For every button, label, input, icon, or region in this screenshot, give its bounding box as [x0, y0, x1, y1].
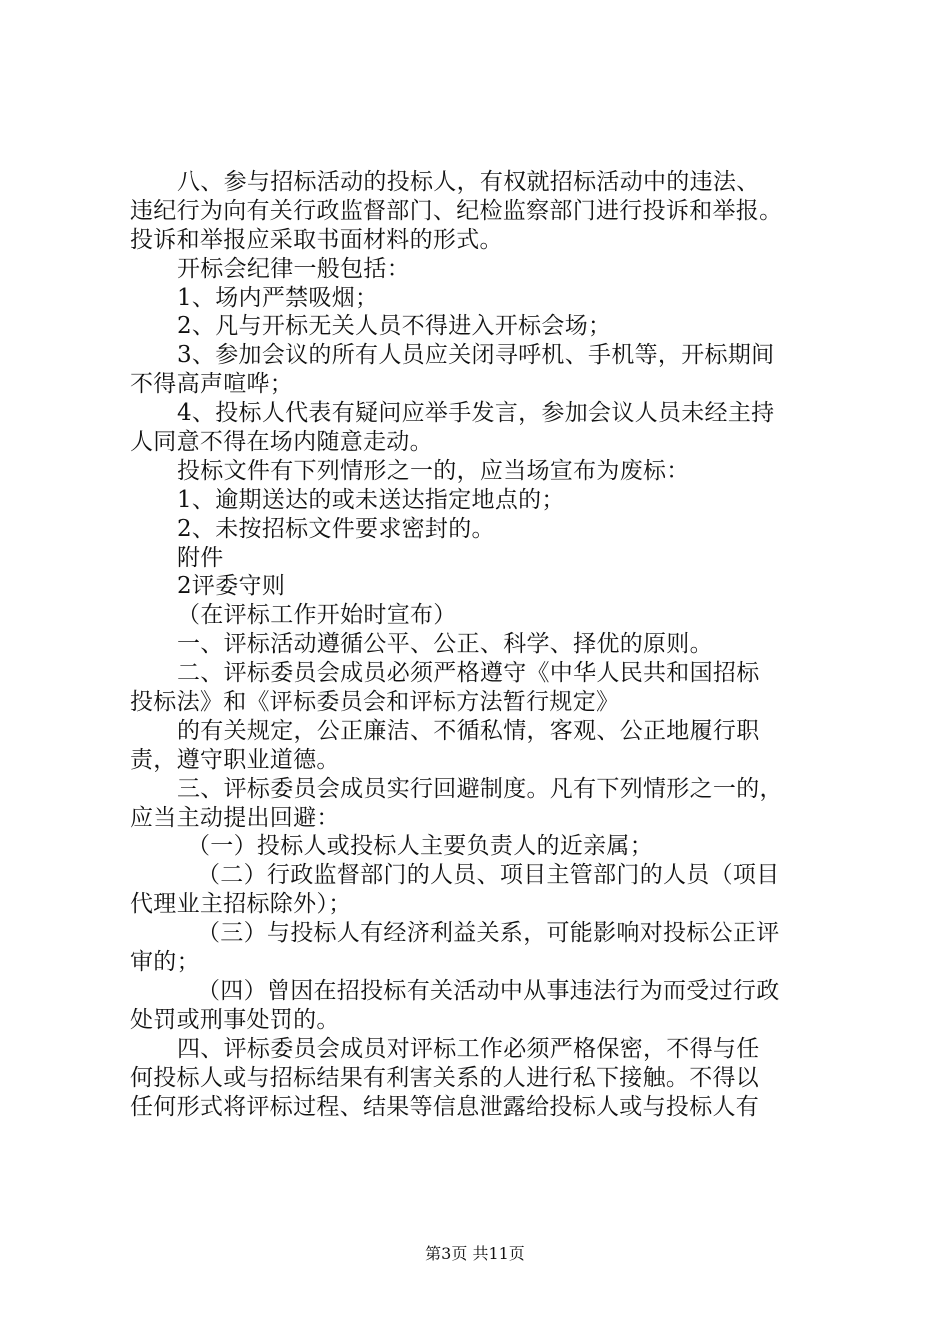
text-line: 1、逾期送达的或未送达指定地点的；	[177, 486, 565, 513]
text-line: 责，遵守职业道德。	[130, 746, 340, 773]
text-line: 审的；	[130, 949, 200, 976]
text-line: 二、评标委员会成员必须严格遵守《中华人民共和国招标	[177, 660, 760, 687]
text-line: （二）行政监督部门的人员、项目主管部门的人员（项目	[197, 862, 780, 889]
text-line: 处罚或刑事处罚的。	[130, 1006, 340, 1033]
page-number-label: 第3页 共11页	[425, 1244, 525, 1263]
text-line: （在评标工作开始时宣布）	[177, 602, 457, 629]
page-footer	[0, 1244, 950, 1264]
text-line: 违纪行为向有关行政监督部门、纪检监察部门进行投诉和举报。	[130, 197, 783, 224]
text-line: （一）投标人或投标人主要负责人的近亲属；	[187, 833, 653, 860]
text-line: 投诉和举报应采取书面材料的形式。	[130, 226, 503, 253]
text-line: 应当主动提出回避：	[130, 804, 340, 831]
text-line: 1、场内严禁吸烟；	[177, 284, 379, 311]
text-line: 不得高声喧哗；	[130, 371, 294, 398]
text-line: 3、参加会议的所有人员应关闭寻呼机、手机等，开标期间	[177, 342, 775, 369]
text-line: 2评委守则	[177, 573, 286, 600]
text-line: （三）与投标人有经济利益关系，可能影响对投标公正评	[197, 920, 780, 947]
text-line: 开标会纪律一般包括：	[177, 255, 410, 282]
text-line: 三、评标委员会成员实行回避制度。凡有下列情形之一的，	[177, 775, 783, 802]
text-line: 2、未按招标文件要求密封的。	[177, 515, 495, 542]
text-line: 的有关规定，公正廉洁、不循私情，客观、公正地履行职	[177, 717, 760, 744]
text-line: 何投标人或与招标结果有利害关系的人进行私下接触。不得以	[130, 1064, 760, 1091]
text-line: 投标文件有下列情形之一的，应当场宣布为废标：	[177, 457, 690, 484]
text-line: 一、评标活动遵循公平、公正、科学、择优的原则。	[177, 631, 713, 658]
text-line: 任何形式将评标过程、结果等信息泄露给投标人或与投标人有	[130, 1093, 760, 1120]
text-line: 人同意不得在场内随意走动。	[130, 429, 433, 456]
text-line: 四、评标委员会成员对评标工作必须严格保密，不得与任	[177, 1035, 760, 1062]
text-line: （四）曾因在招投标有关活动中从事违法行为而受过行政	[197, 977, 780, 1004]
text-line: 八、参与招标活动的投标人，有权就招标活动中的违法、	[177, 169, 760, 195]
text-line: 代理业主招标除外）；	[130, 891, 352, 918]
text-line: 附件	[177, 544, 224, 571]
text-line: 2、凡与开标无关人员不得进入开标会场；	[177, 313, 612, 340]
text-line: 投标法》和《评标委员会和评标方法暂行规定》	[130, 689, 620, 716]
text-line: 4、投标人代表有疑问应举手发言，参加会议人员未经主持	[177, 400, 775, 427]
document-body	[130, 168, 835, 1121]
